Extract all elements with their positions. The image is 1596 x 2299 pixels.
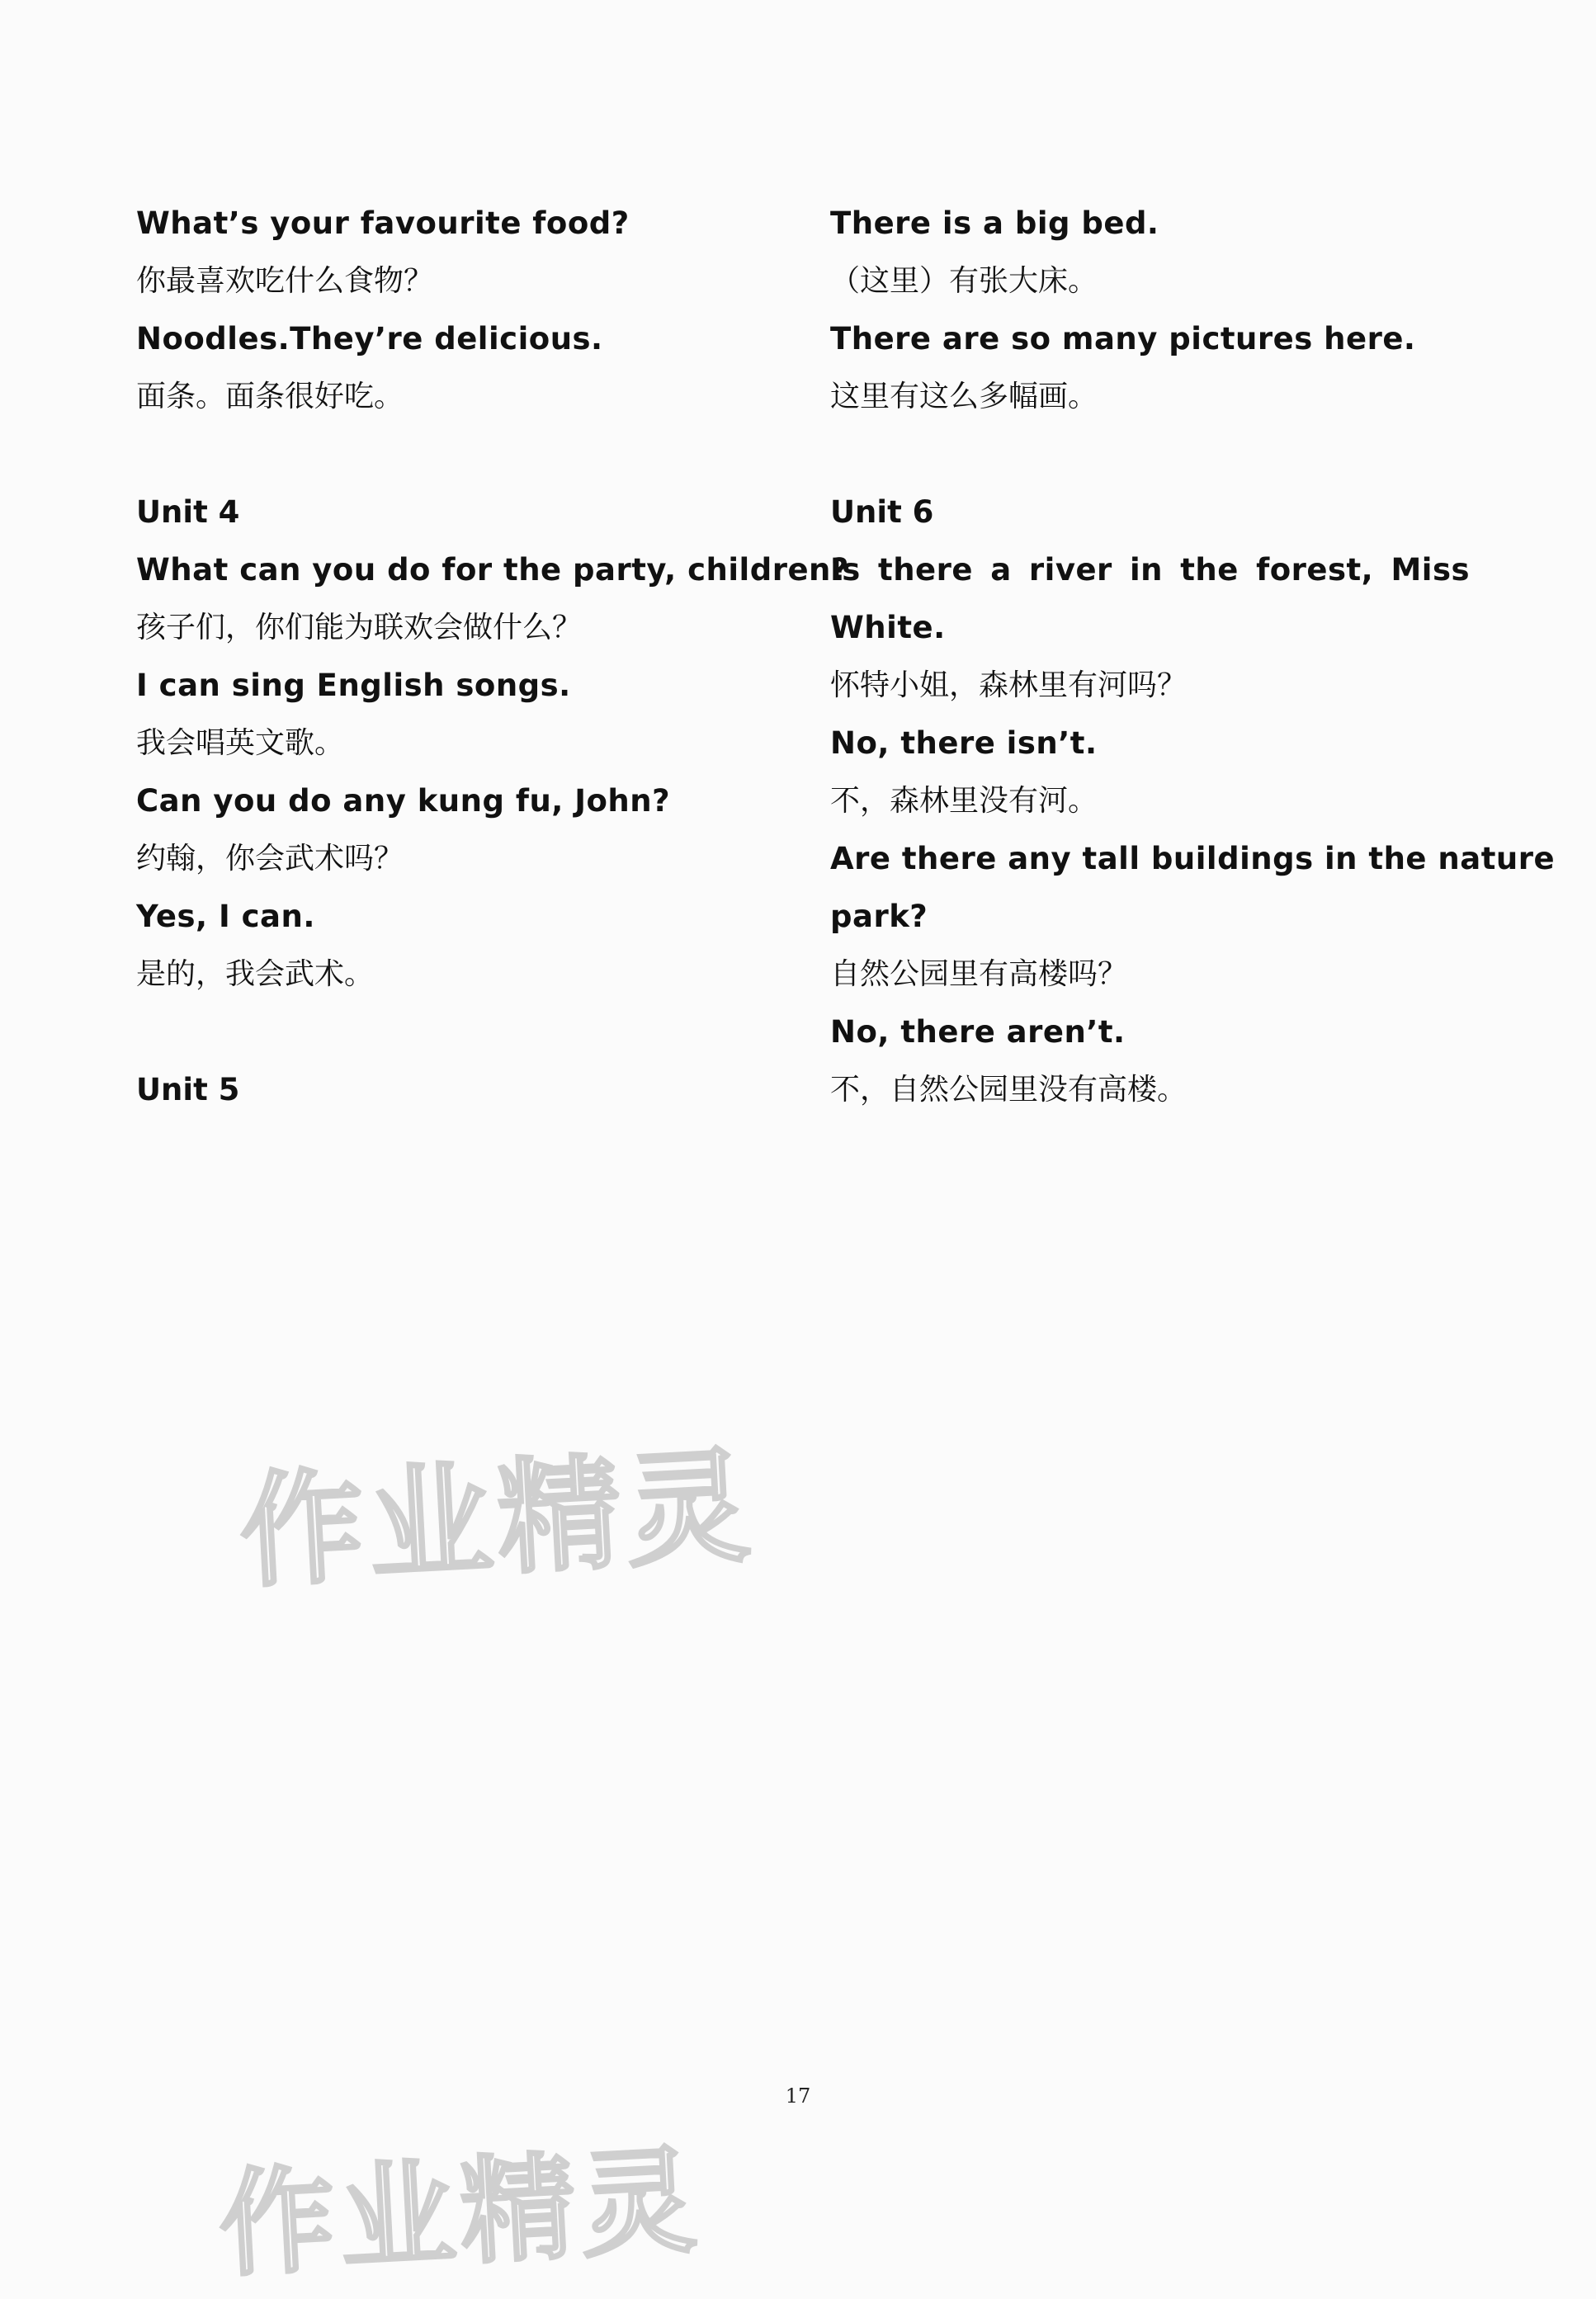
right-column [830, 195, 1556, 1119]
sentence-zh: （这里）有张大床。 [830, 264, 1098, 298]
sentence-en: park? [830, 899, 928, 934]
sentence-en: No, there isn’t. [830, 725, 1098, 761]
sentence-zh: 自然公园里有高楼吗？ [830, 957, 1128, 991]
unit-6-heading: Unit 6 [830, 494, 934, 530]
sentence-en: There is a big bed. [830, 205, 1159, 241]
unit-4-heading: Unit 4 [136, 494, 240, 530]
sentence-zh: 孩子们，你们能为联欢会做什么？ [136, 611, 583, 644]
sentence-en: What’s your favourite food? [136, 205, 630, 241]
watermark-logo: 作业精灵 [236, 1434, 758, 1606]
sentence-en: White. [830, 610, 946, 645]
sentence-zh: 不，森林里没有河。 [830, 784, 1098, 818]
watermark-logo: 作业精灵 [215, 2133, 705, 2294]
sentence-zh: 你最喜欢吃什么食物？ [136, 264, 434, 298]
page-number: 17 [785, 2084, 811, 2108]
unit-5-heading: Unit 5 [136, 1072, 240, 1107]
sentence-zh: 不，自然公园里没有高楼。 [830, 1073, 1188, 1107]
sentence-en: Noodles.They’re delicious. [136, 321, 603, 356]
sentence-en: There are so many pictures here. [830, 321, 1416, 356]
sentence-en: Yes, I can. [136, 899, 315, 934]
sentence-en: No, there aren’t. [830, 1014, 1126, 1050]
sentence-zh: 约翰，你会武术吗？ [136, 842, 404, 876]
sentence-zh: 这里有这么多幅画。 [830, 380, 1098, 413]
left-column [136, 195, 849, 1119]
sentence-zh: 面条。面条很好吃。 [136, 380, 404, 413]
sentence-zh: 我会唱英文歌。 [136, 726, 345, 760]
sentence-en: Is there a river in the forest, Miss [830, 552, 1470, 588]
sentence-zh: 怀特小姐，森林里有河吗？ [830, 668, 1188, 702]
sentence-en: Are there any tall buildings in the nature [830, 841, 1556, 876]
sentence-en: Can you do any kung fu, John? [136, 783, 671, 819]
sentence-zh: 是的，我会武术。 [136, 957, 375, 991]
sentence-en: What can you do for the party, children? [136, 552, 849, 588]
sentence-en: I can sing English songs. [136, 668, 571, 703]
